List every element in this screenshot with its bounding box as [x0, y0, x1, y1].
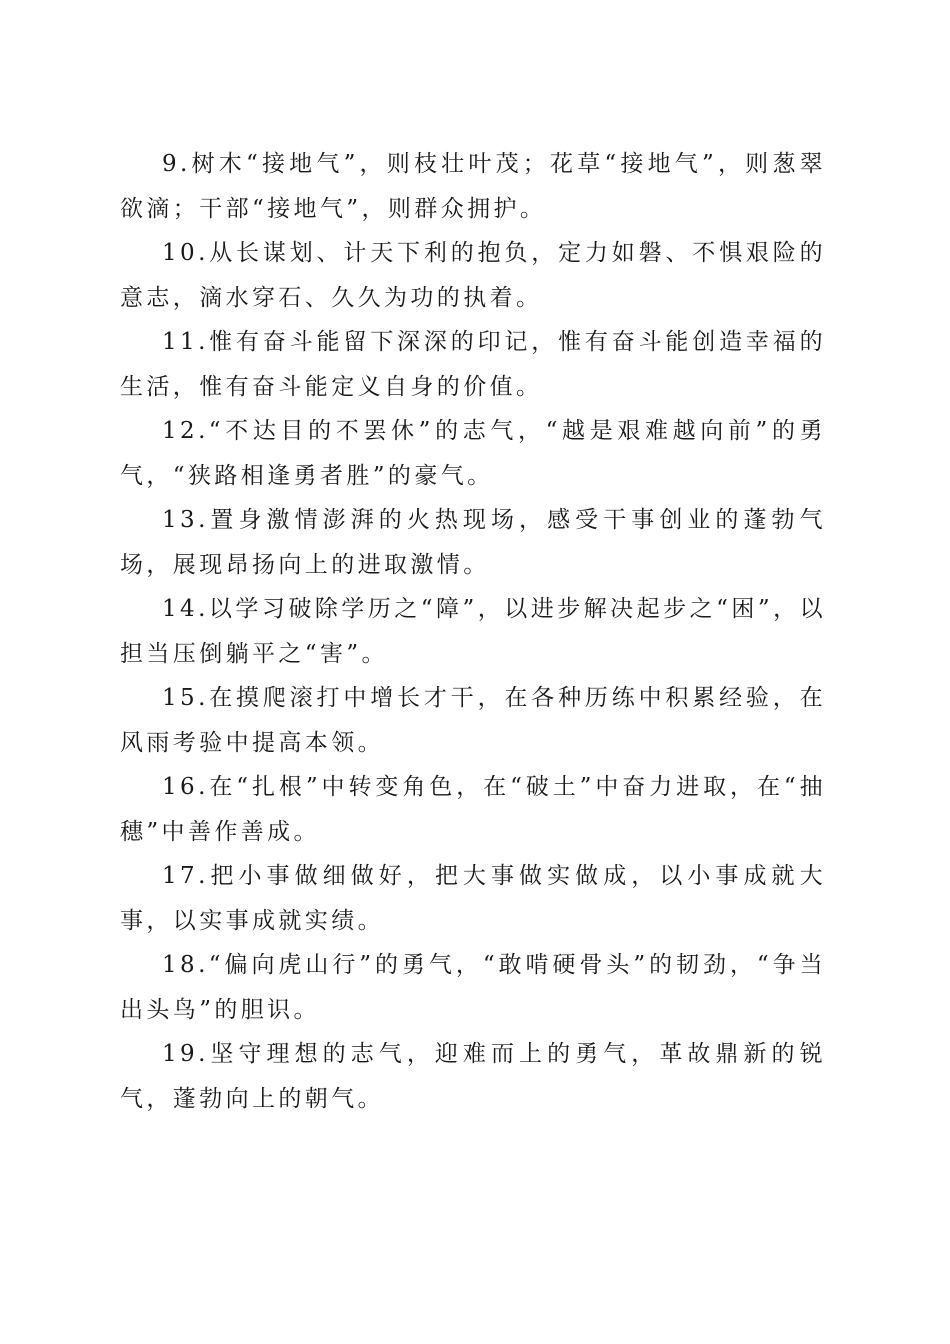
- paragraph-13: 13.置身激情澎湃的火热现场，感受干事创业的蓬勃气场，展现昂扬向上的进取激情。: [120, 507, 826, 578]
- paragraph-14: 14.以学习破除学历之“障”，以进步解决起步之“困”，以担当压倒躺平之“害”。: [120, 596, 826, 667]
- paragraph-15: 15.在摸爬滚打中增长才干，在各种历练中积累经验，在风雨考验中提高本领。: [120, 685, 826, 756]
- paragraph-11: 11.惟有奋斗能留下深深的印记，惟有奋斗能创造幸福的生活，惟有奋斗能定义自身的价值。: [120, 329, 826, 400]
- paragraph-12: 12.“不达目的不罢休”的志气，“越是艰难越向前”的勇气，“狭路相逢勇者胜”的豪气。: [120, 418, 826, 489]
- document-body: [120, 142, 826, 1121]
- paragraph-18: 18.“偏向虎山行”的勇气，“敢啃硬骨头”的韧劲，“争当出头鸟”的胆识。: [120, 952, 826, 1023]
- paragraph-16: 16.在“扎根”中转变角色，在“破土”中奋力进取，在“抽穗”中善作善成。: [120, 774, 826, 845]
- paragraph-19: 19.坚守理想的志气，迎难而上的勇气，革故鼎新的锐气，蓬勃向上的朝气。: [120, 1041, 826, 1112]
- paragraph-17: 17.把小事做细做好，把大事做实做成，以小事成就大事，以实事成就实绩。: [120, 863, 826, 934]
- paragraph-9: 9.树木“接地气”，则枝壮叶茂；花草“接地气”，则葱翠欲滴；干部“接地气”，则群众拥护。: [120, 151, 826, 222]
- paragraph-10: 10.从长谋划、计天下利的抱负，定力如磐、不惧艰险的意志，滴水穿石、久久为功的执着。: [120, 240, 826, 311]
